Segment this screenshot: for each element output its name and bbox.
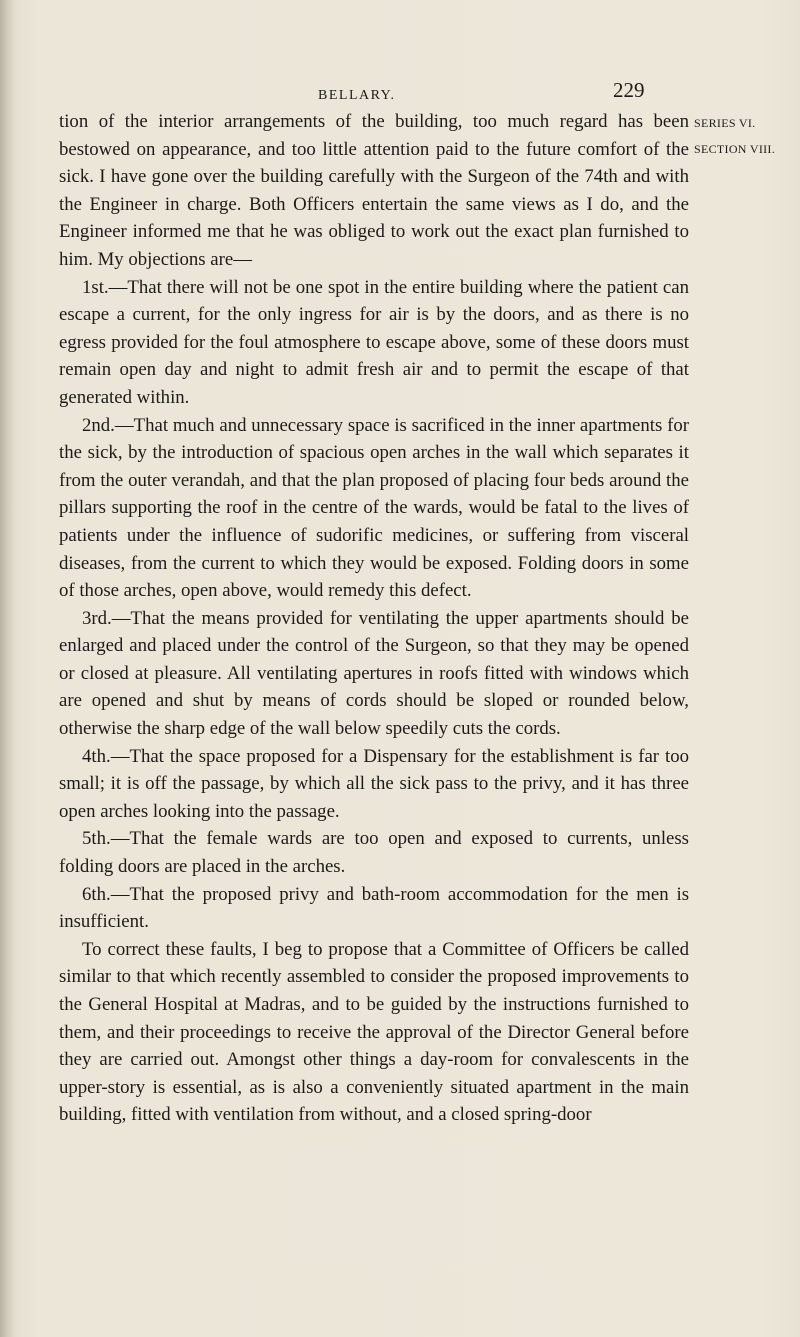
page-number: 229 (613, 78, 645, 102)
paragraph: To correct these faults, I beg to propose that a Committee of Officers be called similar to that which recently assembled to consider the proposed improvements to the General Hospital at Madras, and to be guided by the instructions furnished to them, and their proceedings to receive the approval of the Director General before they are carried out. Amongst other things a day-room for convalescents in the upper-story is essential, as is also a conveniently situated apartment in the main building, fitted with ventilation from without, and a closed spring-door (59, 938, 689, 1126)
margin-note-series: SERIES VI. (694, 116, 756, 130)
margin-note-section: SECTION VIII. (694, 142, 776, 156)
running-head: BELLARY. (318, 88, 396, 103)
paragraph: 1st.—That there will not be one spot in the entire building where the patient can escape a current, for the only ingress for air is by the doors, and as there is no egress provided for the foul atmosphere to escape above, some of these doors must remain open day and night to admit fresh air and to permit the escape of that generated within. (59, 276, 689, 408)
paragraph: 5th.—That the female wards are too open and exposed to currents, unless folding doors are placed in the arches. (59, 828, 689, 878)
body-text (59, 108, 689, 1129)
binding-shadow (0, 0, 14, 1337)
paragraph: 4th.—That the space proposed for a Dispensary for the establishment is far too small; it is off the passage, by which all the sick pass to the privy, and it has three open arches looking into the passage. (59, 745, 689, 822)
paragraph: 6th.—That the proposed privy and bath-room accommodation for the men is insufficient. (59, 883, 689, 933)
paragraph: tion of the interior arrangements of the building, too much regard has been bestowed on appearance, and too little attention paid to the future comfort of the sick. I have gone over the building carefully with the Surgeon of the 74th and with the Engineer in charge. Both Officers entertain the same views as I do, and the Engineer informed me that he was obliged to work out the exact plan furnished to him. My objections are— (59, 111, 689, 270)
paragraph: 3rd.—That the means provided for ventilating the upper apartments should be enlarged and placed under the control of the Surgeon, so that they may be opened or closed at pleasure. All ventilating apertures in roofs fitted with windows which are opened and shut by means of cords should be sloped or rounded below, otherwise the sharp edge of the wall below speedily cuts the cords. (59, 607, 689, 740)
paragraph: 2nd.—That much and unnecessary space is sacrificed in the inner apartments for the sick, by the introduction of spacious open arches in the wall which separates it from the outer verandah, and that the plan proposed of placing four beds around the pillars supporting the roof in the centre of the wards, would be fatal to the lives of patients under the influence of sudorific medicines, or suffering from visceral diseases, from the current to which they would be exposed. Folding doors in some of those arches, open above, would remedy this defect. (59, 414, 689, 602)
